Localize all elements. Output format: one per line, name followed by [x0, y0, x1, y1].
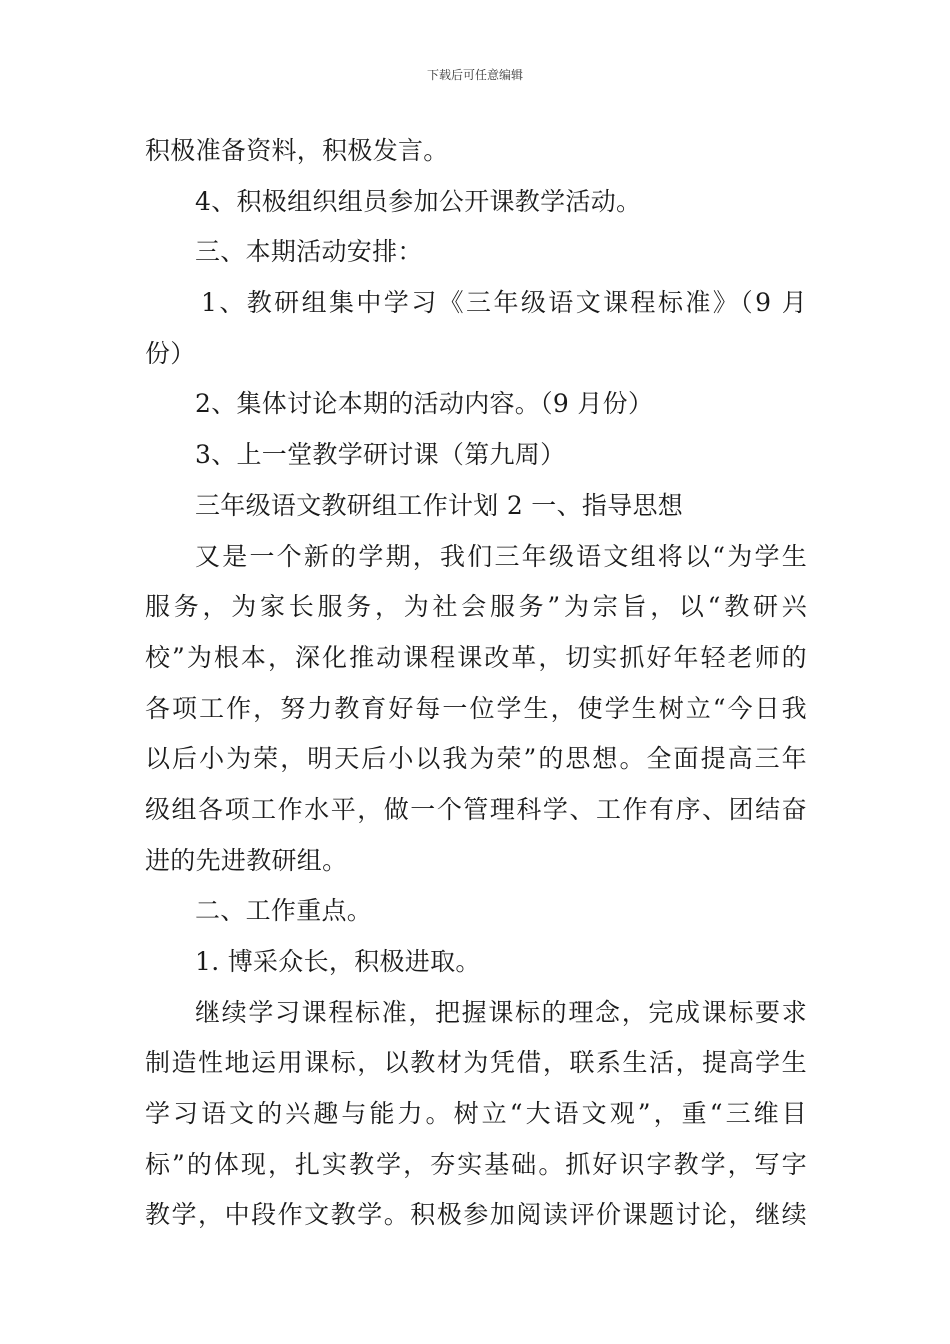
- page-header: 下载后可任意编辑: [426, 68, 523, 82]
- text-line: 积极准备资料，积极发言。: [145, 136, 449, 165]
- text-line: 校”为根本，深化推动课程课改革，切实抓好年轻老师的: [145, 642, 807, 672]
- text-line: 三、本期活动安排：: [195, 237, 423, 267]
- text-line: 三年级语文教研组工作计划 2 一、指导思想: [195, 490, 684, 520]
- text-line: 1、教研组集中学习《三年级语文课程标准》（9 月: [201, 288, 807, 318]
- text-line: 教学，中段作文教学。积极参加阅读评价课题讨论，继续: [145, 1200, 807, 1230]
- text-line: 1. 博采众长，积极进取。: [195, 947, 481, 976]
- text-line: 服务，为家长服务，为社会服务”为宗旨，以“教研兴: [145, 592, 807, 622]
- text-line: 以后小为荣，明天后小以我为荣”的思想。全面提高三年: [145, 744, 807, 774]
- text-line: 进的先进教研组。: [145, 845, 348, 875]
- text-line: 2、集体讨论本期的活动内容。（9 月份）: [195, 389, 654, 419]
- text-line: 制造性地运用课标，以教材为凭借，联系生活，提高学生: [145, 1048, 807, 1078]
- text-line: 份）: [145, 338, 196, 368]
- text-line: 4、积极组织组员参加公开课教学活动。: [195, 186, 642, 216]
- document-body: [145, 126, 807, 1241]
- text-line: 3、上一堂教学研讨课（第九周）: [195, 440, 566, 470]
- text-line: 继续学习课程标准，把握课标的理念，完成课标要求: [195, 997, 807, 1027]
- text-line: 各项工作，努力教育好每一位学生，使学生树立“今日我: [145, 693, 807, 723]
- text-line: 又是一个新的学期，我们三年级语文组将以“为学生: [195, 541, 807, 571]
- text-line: 二、工作重点。: [195, 896, 373, 926]
- text-line: 学习语文的兴趣与能力。树立“大语文观”，重“三维目: [145, 1099, 807, 1129]
- text-line: 标”的体现，扎实教学，夯实基础。抓好识字教学，写字: [145, 1149, 807, 1179]
- text-line: 级组各项工作水平，做一个管理科学、工作有序、团结奋: [145, 794, 807, 824]
